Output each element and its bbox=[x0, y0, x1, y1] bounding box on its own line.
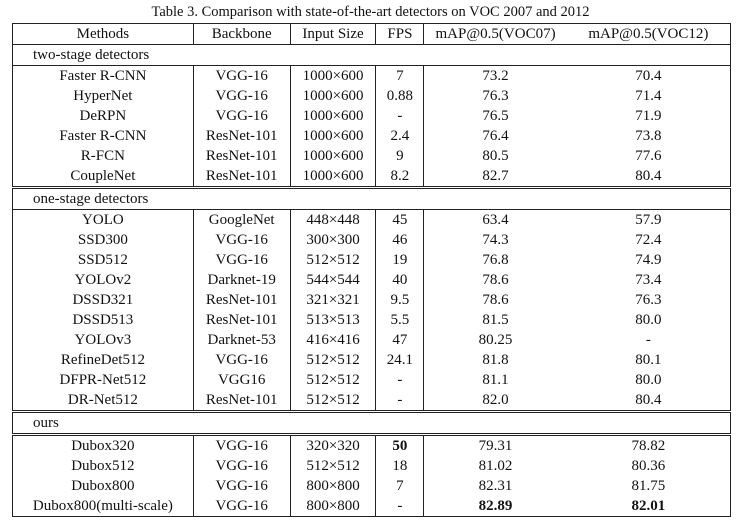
cell-fps: 40 bbox=[376, 270, 424, 290]
table-row bbox=[13, 66, 731, 87]
cell-fps: 24.1 bbox=[376, 350, 424, 370]
cell-backbone: VGG-16 bbox=[193, 106, 290, 126]
table-row bbox=[13, 496, 731, 517]
cell-fps: 18 bbox=[376, 456, 424, 476]
cell-backbone: GoogleNet bbox=[193, 210, 290, 231]
cell-fps: 19 bbox=[376, 250, 424, 270]
table-row bbox=[13, 476, 731, 496]
table-row bbox=[13, 370, 731, 390]
table-row bbox=[13, 390, 731, 412]
cell-map-voc12: 71.9 bbox=[635, 108, 662, 124]
cell-method: SSD512 bbox=[13, 250, 194, 270]
cell-method: Dubox800(multi-scale) bbox=[13, 496, 194, 517]
cell-map-voc12: 80.0 bbox=[635, 312, 662, 328]
cell-method: YOLO bbox=[13, 210, 194, 231]
cell-backbone: VGG-16 bbox=[193, 456, 290, 476]
cell-fps: - bbox=[376, 390, 424, 412]
cell-input-size: 544×544 bbox=[290, 270, 376, 290]
column-header-map-voc07: mAP@0.5(VOC07) bbox=[424, 24, 567, 45]
table-row bbox=[13, 250, 731, 270]
cell-map-voc07: 81.1 bbox=[482, 372, 509, 388]
cell-backbone: Darknet-53 bbox=[193, 330, 290, 350]
cell-map-voc12: 80.4 bbox=[635, 392, 662, 408]
cell-input-size: 1000×600 bbox=[290, 146, 376, 166]
table-row bbox=[13, 456, 731, 476]
cell-fps: 9 bbox=[376, 146, 424, 166]
cell-map-voc07: 63.4 bbox=[482, 212, 509, 228]
cell-map-voc07: 79.31 bbox=[478, 438, 513, 454]
cell-method: YOLOv2 bbox=[13, 270, 194, 290]
cell-input-size: 1000×600 bbox=[290, 106, 376, 126]
table-header-row bbox=[13, 24, 731, 45]
cell-input-size: 512×512 bbox=[290, 250, 376, 270]
cell-input-size: 448×448 bbox=[290, 210, 376, 231]
table-row bbox=[13, 86, 731, 106]
table-row bbox=[13, 435, 731, 457]
table-row bbox=[13, 230, 731, 250]
cell-input-size: 512×512 bbox=[290, 456, 376, 476]
cell-map-voc07: 76.8 bbox=[482, 252, 509, 268]
cell-backbone: VGG16 bbox=[193, 370, 290, 390]
cell-map-voc12: 71.4 bbox=[635, 88, 662, 104]
cell-map-voc12: 73.4 bbox=[635, 272, 662, 288]
cell-input-size: 1000×600 bbox=[290, 166, 376, 188]
cell-input-size: 300×300 bbox=[290, 230, 376, 250]
cell-map-voc12: 82.01 bbox=[631, 498, 666, 514]
cell-method: DFPR-Net512 bbox=[13, 370, 194, 390]
cell-map-voc07: 82.31 bbox=[478, 478, 513, 494]
cell-map-voc12: 80.36 bbox=[631, 458, 666, 474]
cell-fps: 8.2 bbox=[376, 166, 424, 188]
group-header-row bbox=[13, 412, 731, 435]
cell-map-voc07: 81.8 bbox=[482, 352, 509, 368]
cell-map-voc07: 76.3 bbox=[482, 88, 509, 104]
cell-input-size: 1000×600 bbox=[290, 66, 376, 87]
cell-input-size: 320×320 bbox=[290, 435, 376, 457]
cell-map-voc12: 73.8 bbox=[635, 128, 662, 144]
cell-backbone: VGG-16 bbox=[193, 230, 290, 250]
table-row bbox=[13, 210, 731, 231]
cell-method: DSSD513 bbox=[13, 310, 194, 330]
cell-backbone: ResNet-101 bbox=[193, 126, 290, 146]
cell-fps: 50 bbox=[376, 435, 424, 457]
column-header-input-size: Input Size bbox=[290, 24, 376, 45]
table-row bbox=[13, 166, 731, 188]
cell-backbone: VGG-16 bbox=[193, 66, 290, 87]
column-header-methods: Methods bbox=[13, 24, 194, 45]
cell-map-voc07: 78.6 bbox=[482, 292, 509, 308]
cell-map-voc07: 76.5 bbox=[482, 108, 509, 124]
cell-map-voc07: 80.25 bbox=[478, 332, 513, 348]
cell-backbone: Darknet-19 bbox=[193, 270, 290, 290]
cell-method: Faster R-CNN bbox=[13, 66, 194, 87]
cell-map-voc12: 57.9 bbox=[635, 212, 662, 228]
group-header-row bbox=[13, 188, 731, 210]
group-label: two-stage detectors bbox=[13, 45, 731, 66]
cell-input-size: 1000×600 bbox=[290, 126, 376, 146]
cell-backbone: ResNet-101 bbox=[193, 166, 290, 188]
cell-map-voc12: 80.4 bbox=[635, 168, 662, 184]
cell-method: DeRPN bbox=[13, 106, 194, 126]
cell-method: R-FCN bbox=[13, 146, 194, 166]
cell-fps: 46 bbox=[376, 230, 424, 250]
cell-fps: 0.88 bbox=[376, 86, 424, 106]
cell-map-voc12: 72.4 bbox=[635, 232, 662, 248]
cell-input-size: 800×800 bbox=[290, 496, 376, 517]
cell-fps: - bbox=[376, 496, 424, 517]
table-row bbox=[13, 290, 731, 310]
cell-backbone: VGG-16 bbox=[193, 250, 290, 270]
cell-backbone: ResNet-101 bbox=[193, 290, 290, 310]
cell-backbone: VGG-16 bbox=[193, 86, 290, 106]
cell-backbone: ResNet-101 bbox=[193, 146, 290, 166]
table-caption: Table 3. Comparison with state-of-the-art detectors on VOC 2007 and 2012 bbox=[151, 4, 590, 20]
column-header-fps: FPS bbox=[376, 24, 424, 45]
table-row bbox=[13, 350, 731, 370]
cell-map-voc12: 80.1 bbox=[635, 352, 662, 368]
group-header-row bbox=[13, 45, 731, 66]
cell-method: SSD300 bbox=[13, 230, 194, 250]
cell-map-voc12: - bbox=[645, 332, 651, 348]
cell-map-voc07: 80.5 bbox=[482, 148, 509, 164]
cell-input-size: 800×800 bbox=[290, 476, 376, 496]
cell-method: DR-Net512 bbox=[13, 390, 194, 412]
cell-backbone: VGG-16 bbox=[193, 496, 290, 517]
table-row bbox=[13, 310, 731, 330]
cell-fps: 47 bbox=[376, 330, 424, 350]
cell-method: HyperNet bbox=[13, 86, 194, 106]
cell-fps: 7 bbox=[376, 476, 424, 496]
cell-backbone: ResNet-101 bbox=[193, 390, 290, 412]
cell-map-voc12: 76.3 bbox=[635, 292, 662, 308]
cell-input-size: 512×512 bbox=[290, 350, 376, 370]
cell-map-voc07: 78.6 bbox=[482, 272, 509, 288]
cell-input-size: 513×513 bbox=[290, 310, 376, 330]
table-row bbox=[13, 126, 731, 146]
comparison-table bbox=[12, 23, 731, 517]
cell-map-voc07: 76.4 bbox=[482, 128, 509, 144]
cell-fps: 5.5 bbox=[376, 310, 424, 330]
cell-input-size: 321×321 bbox=[290, 290, 376, 310]
cell-map-voc07: 82.7 bbox=[482, 168, 509, 184]
table-row bbox=[13, 330, 731, 350]
cell-fps: 45 bbox=[376, 210, 424, 231]
cell-map-voc12: 74.9 bbox=[635, 252, 662, 268]
column-header-backbone: Backbone bbox=[193, 24, 290, 45]
cell-method: RefineDet512 bbox=[13, 350, 194, 370]
table-body bbox=[13, 24, 731, 517]
cell-method: Dubox800 bbox=[13, 476, 194, 496]
table-row bbox=[13, 270, 731, 290]
group-label: ours bbox=[13, 412, 731, 435]
cell-input-size: 512×512 bbox=[290, 390, 376, 412]
cell-map-voc07: 74.3 bbox=[482, 232, 509, 248]
cell-method: Dubox320 bbox=[13, 435, 194, 457]
cell-map-voc12: 77.6 bbox=[635, 148, 662, 164]
cell-backbone: ResNet-101 bbox=[193, 310, 290, 330]
cell-backbone: VGG-16 bbox=[193, 350, 290, 370]
cell-method: CoupleNet bbox=[13, 166, 194, 188]
cell-input-size: 1000×600 bbox=[290, 86, 376, 106]
cell-input-size: 416×416 bbox=[290, 330, 376, 350]
cell-method: DSSD321 bbox=[13, 290, 194, 310]
cell-map-voc12: 80.0 bbox=[635, 372, 662, 388]
cell-fps: 9.5 bbox=[376, 290, 424, 310]
column-header-map-voc12: mAP@0.5(VOC12) bbox=[567, 24, 731, 45]
cell-map-voc12: 78.82 bbox=[631, 438, 666, 454]
table-row bbox=[13, 146, 731, 166]
cell-fps: - bbox=[376, 106, 424, 126]
cell-map-voc07: 73.2 bbox=[482, 68, 509, 84]
cell-method: Dubox512 bbox=[13, 456, 194, 476]
cell-backbone: VGG-16 bbox=[193, 435, 290, 457]
cell-fps: 7 bbox=[376, 66, 424, 87]
cell-map-voc07: 82.89 bbox=[478, 498, 513, 514]
cell-method: YOLOv3 bbox=[13, 330, 194, 350]
table-row bbox=[13, 106, 731, 126]
cell-fps: 2.4 bbox=[376, 126, 424, 146]
group-label: one-stage detectors bbox=[13, 188, 731, 210]
cell-fps: - bbox=[376, 370, 424, 390]
cell-map-voc12: 81.75 bbox=[631, 478, 666, 494]
cell-map-voc07: 81.02 bbox=[478, 458, 513, 474]
cell-backbone: VGG-16 bbox=[193, 476, 290, 496]
cell-method: Faster R-CNN bbox=[13, 126, 194, 146]
cell-map-voc07: 82.0 bbox=[482, 392, 509, 408]
cell-map-voc07: 81.5 bbox=[482, 312, 509, 328]
cell-input-size: 512×512 bbox=[290, 370, 376, 390]
cell-map-voc12: 70.4 bbox=[635, 68, 662, 84]
